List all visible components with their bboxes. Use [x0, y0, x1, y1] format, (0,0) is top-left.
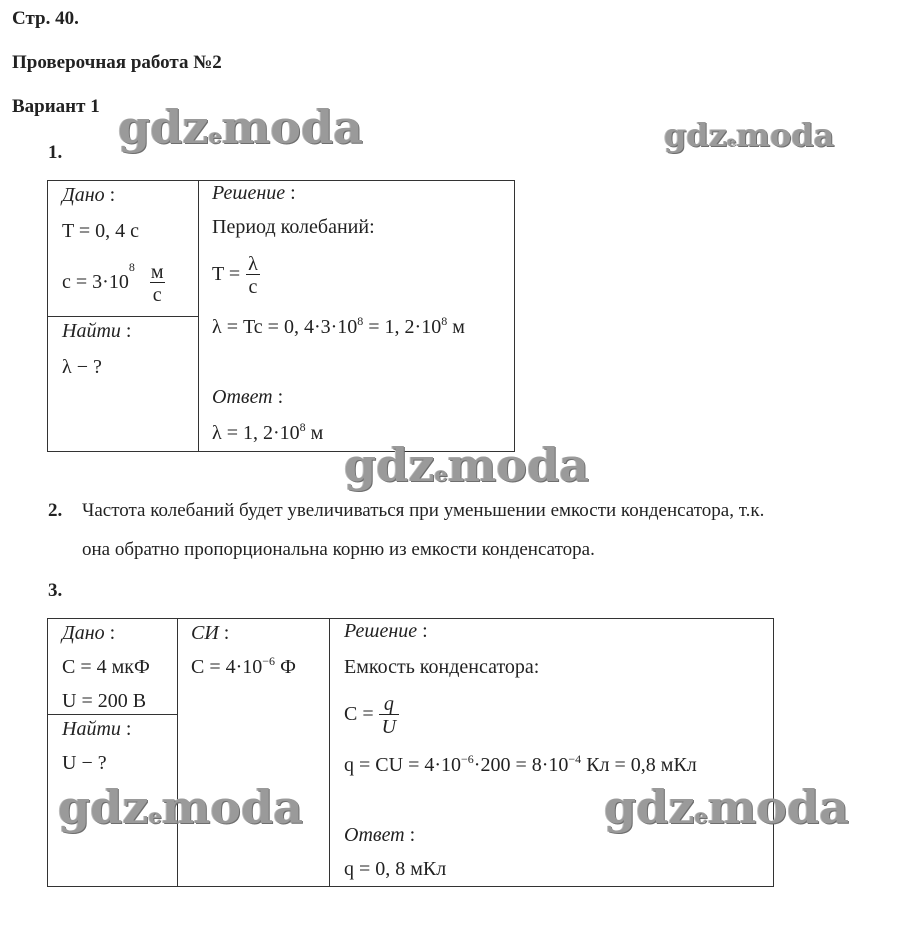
task3-si-value: $C = 4\cdot 10^{-6}$ Ф: [191, 654, 296, 678]
task3-divider-v1: [177, 618, 178, 886]
task3-answer-value: q = 0, 8 мКл: [344, 858, 447, 880]
task3-calculation: q = CU = $4\cdot 10^{-6}\cdot 200 = 8\cdot 10^{-4}$ Кл = 0,8 мКл: [344, 752, 697, 776]
task2-number: 2.: [48, 500, 63, 521]
task1-answer-label: Ответ :: [212, 386, 284, 408]
task3-divider-h: [47, 714, 178, 715]
task1-solution-text: Период колебаний:: [212, 216, 375, 238]
task3-si-label: СИ :: [191, 622, 230, 644]
task2-line1: Частота колебаний будет увеличиваться при уменьшении емкости конденсатора, т.к.: [82, 500, 765, 521]
task3-divider-v2: [329, 618, 330, 886]
task3-find-value: U − ?: [62, 752, 107, 774]
variant-heading: Вариант 1: [12, 96, 100, 117]
task3-given-voltage: U = 200 В: [62, 690, 147, 712]
task3-solution-label: Решение :: [344, 620, 428, 642]
task3-find-label: Найти :: [62, 718, 132, 740]
task3-solution-text: Емкость конденсатора:: [344, 656, 540, 678]
task3-given-capacity: C = 4 мкФ: [62, 656, 150, 678]
task1-find-label: Найти :: [62, 320, 132, 342]
task1-number: 1.: [48, 142, 63, 163]
task1-given-period: T = 0, 4 с: [62, 220, 140, 242]
task1-answer-value: λ = 1, $2\cdot 10^8$ м: [212, 420, 324, 444]
task1-calculation: λ = Tc = 0, $4\cdot 3\cdot 10^8 = 1$, $2\cdot 10^8$ м: [212, 314, 465, 338]
task1-find-value: λ − ?: [62, 356, 102, 378]
task1-solution-label: Решение :: [212, 182, 296, 204]
page-reference: Стр. 40.: [12, 8, 79, 29]
task2-line2: она обратно пропорциональна корню из емкости конденсатора.: [82, 539, 595, 560]
task1-given-speed: $c = 3\cdot 10^8$ $\frac{м}{с}$: [62, 260, 164, 306]
watermark-logo: gdzemoda: [664, 116, 835, 154]
task3-number: 3.: [48, 580, 63, 601]
watermark-logo: gdzemoda: [118, 100, 363, 154]
watermark-logo: gdzemoda: [58, 780, 303, 834]
work-title: Проверочная работа №2: [12, 52, 222, 73]
task1-period-formula: T = $\frac{\lambda}{c}$: [212, 254, 261, 297]
task1-divider-h: [47, 316, 199, 317]
task3-capacity-formula: C = $\frac{q}{U}$: [344, 694, 399, 737]
task3-given-label: Дано :: [62, 622, 116, 644]
task3-answer-label: Ответ :: [344, 824, 416, 846]
task1-given-label: Дано :: [62, 184, 116, 206]
watermark-logo: gdzemoda: [604, 780, 849, 834]
watermark-logo: gdzemoda: [344, 438, 589, 492]
